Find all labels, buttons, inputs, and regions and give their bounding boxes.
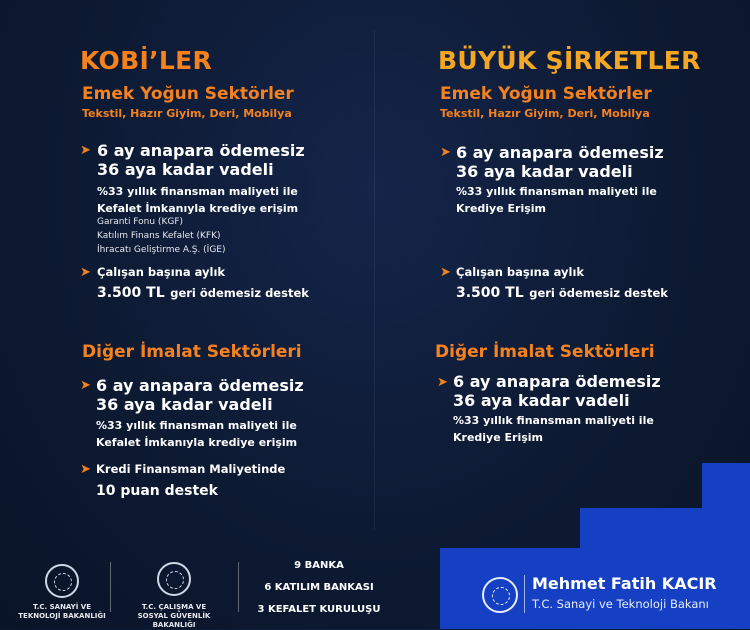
- footer-separator: [238, 562, 239, 612]
- column-divider: [374, 30, 375, 530]
- left-s1-item2-amount: [97, 282, 309, 301]
- chevron-right-icon: ➤: [440, 145, 451, 160]
- left-s1-item1-line1: 6 ay anapara ödemesiz: [97, 141, 305, 160]
- institution-kfk: Katılım Finans Kefalet (KFK): [97, 231, 221, 241]
- left-s1-item1-line2: 36 aya kadar vadeli: [97, 160, 274, 179]
- banks-line-2: 6 KATILIM BANKASI: [264, 582, 374, 593]
- right-s1-item2-amount: [456, 282, 668, 301]
- left-s2-item1-line1: 6 ay anapara ödemesiz: [96, 376, 304, 395]
- institution-ige: İhracatı Geliştirme A.Ş. (İGE): [97, 245, 226, 255]
- amount-text: geri ödemesiz destek: [170, 286, 309, 300]
- left-s2-item1-desc1: %33 yıllık finansman maliyeti ile: [96, 419, 297, 432]
- ministry-1-line2: TEKNOLOJİ BAKANLIĞI: [18, 612, 106, 620]
- chevron-right-icon: ➤: [437, 375, 448, 390]
- right-s1-item1-desc2: Krediye Erişim: [456, 202, 547, 215]
- right-section2-title: Diğer İmalat Sektörleri: [435, 342, 655, 362]
- right-s2-item1-line1: 6 ay anapara ödemesiz: [453, 372, 661, 391]
- right-s2-item1-line2: 36 aya kadar vadeli: [453, 391, 630, 410]
- chevron-right-icon: ➤: [80, 143, 91, 158]
- right-s2-item1-desc2: Krediye Erişim: [453, 431, 544, 444]
- left-s2-item2-line2: 10 puan destek: [96, 483, 218, 499]
- left-heading: KOBİ’LER: [80, 46, 213, 75]
- amount-text: geri ödemesiz destek: [529, 286, 668, 300]
- left-section2-title: Diğer İmalat Sektörleri: [82, 342, 302, 362]
- left-s1-item1-desc1: %33 yıllık finansman maliyeti ile: [97, 185, 298, 198]
- ministry-2-line1: T.C. ÇALIŞMA VE: [141, 603, 207, 611]
- minister-name: Mehmet Fatih KACIR: [532, 574, 717, 593]
- institution-kgf: Garanti Fonu (KGF): [97, 217, 184, 227]
- footer: [0, 548, 420, 629]
- right-s1-item1-line1: 6 ay anapara ödemesiz: [456, 143, 664, 162]
- minister-title: T.C. Sanayi ve Teknoloji Bakanı: [532, 597, 709, 611]
- right-section1-title: Emek Yoğun Sektörler: [440, 84, 652, 104]
- ministry-emblem-icon: [482, 577, 518, 613]
- left-section1-sectors: Tekstil, Hazır Giyim, Deri, Mobilya: [82, 107, 292, 120]
- right-s1-item1-line2: 36 aya kadar vadeli: [456, 162, 633, 181]
- left-s2-item2-line1: Kredi Finansman Maliyetinde: [96, 462, 286, 476]
- right-s1-item1-desc1: %33 yıllık finansman maliyeti ile: [456, 185, 657, 198]
- chevron-right-icon: ➤: [80, 462, 91, 477]
- left-s2-item1-desc2: Kefalet İmkanıyla krediye erişim: [96, 436, 298, 449]
- left-s1-item2-line1: Çalışan başına aylık: [97, 265, 226, 279]
- ministry-1-line1: T.C. SANAYİ VE: [33, 603, 91, 611]
- ministry-emblem-icon: [45, 564, 79, 598]
- ministry-emblem-icon: [157, 562, 191, 596]
- banks-line-3: 3 KEFALET KURULUŞU: [257, 604, 381, 615]
- amount-value: 3.500 TL: [456, 285, 524, 301]
- chevron-right-icon: ➤: [80, 265, 91, 280]
- left-s1-item1-desc2: Kefalet İmkanıyla krediye erişim: [97, 202, 299, 215]
- amount-value: 3.500 TL: [97, 285, 165, 301]
- right-section1-sectors: Tekstil, Hazır Giyim, Deri, Mobilya: [440, 107, 650, 120]
- ministry-2-line2: SOSYAL GÜVENLİK BAKANLIĞI: [137, 612, 211, 629]
- right-s2-item1-desc1: %33 yıllık finansman maliyeti ile: [453, 414, 654, 427]
- chevron-right-icon: ➤: [440, 265, 451, 280]
- banks-line-1: 9 BANKA: [294, 560, 344, 571]
- ministry-2-name: [119, 603, 229, 630]
- right-heading: BÜYÜK ŞİRKETLER: [438, 46, 701, 75]
- left-section1-title: Emek Yoğun Sektörler: [82, 84, 294, 104]
- minister-separator: [524, 575, 525, 613]
- right-s1-item2-line1: Çalışan başına aylık: [456, 265, 585, 279]
- ministry-1-name: [7, 603, 117, 621]
- left-s2-item1-line2: 36 aya kadar vadeli: [96, 395, 273, 414]
- footer-separator: [110, 562, 111, 612]
- chevron-right-icon: ➤: [80, 378, 91, 393]
